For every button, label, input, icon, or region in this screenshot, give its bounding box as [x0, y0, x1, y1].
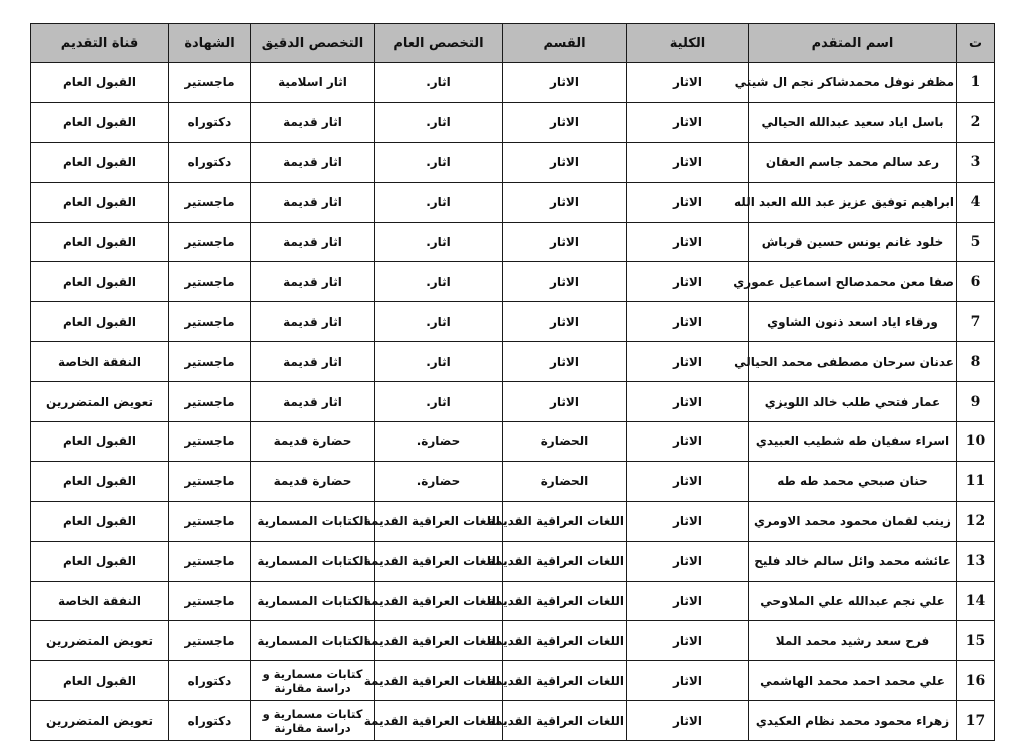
- cell-seq: 15: [957, 621, 995, 661]
- cell-degree: دكتوراه: [169, 701, 251, 741]
- cell-name: حنان صبحي محمد طه طه: [749, 461, 957, 501]
- cell-name: علي نجم عبدالله علي الملاوحي: [749, 581, 957, 621]
- cell-name: صفا معن محمدصالح اسماعيل عموري: [749, 262, 957, 302]
- cell-college: الاثار: [627, 382, 749, 422]
- cell-college: الاثار: [627, 461, 749, 501]
- cell-general: اللغات العراقية القديمة: [375, 581, 503, 621]
- cell-degree: ماجستير: [169, 382, 251, 422]
- cell-name: عدنان سرحان مصطفى محمد الحيالي: [749, 342, 957, 382]
- cell-college: الاثار: [627, 621, 749, 661]
- cell-degree: ماجستير: [169, 621, 251, 661]
- cell-name: اسراء سفيان طه شطيب العبيدي: [749, 422, 957, 462]
- cell-specific: اثار قديمة: [251, 102, 375, 142]
- cell-general: حضارة.: [375, 461, 503, 501]
- cell-degree: ماجستير: [169, 302, 251, 342]
- cell-name: عمار فتحي طلب خالد اللويزي: [749, 382, 957, 422]
- cell-seq: 6: [957, 262, 995, 302]
- table-row: [31, 342, 995, 382]
- table-row: [31, 581, 995, 621]
- cell-degree: دكتوراه: [169, 661, 251, 701]
- cell-college: الاثار: [627, 262, 749, 302]
- cell-general: اللغات العراقية القديمة: [375, 621, 503, 661]
- cell-college: الاثار: [627, 302, 749, 342]
- cell-general: اثار.: [375, 142, 503, 182]
- header-dept: القسم: [503, 24, 627, 63]
- cell-channel: النفقة الخاصة: [31, 581, 169, 621]
- cell-general: اللغات العراقية القديمة: [375, 661, 503, 701]
- cell-college: الاثار: [627, 222, 749, 262]
- cell-seq: 3: [957, 142, 995, 182]
- cell-degree: ماجستير: [169, 422, 251, 462]
- cell-dept: اللغات العراقية القديمة: [503, 661, 627, 701]
- cell-channel: القبول العام: [31, 541, 169, 581]
- table-row: [31, 541, 995, 581]
- cell-name: فرح سعد رشيد محمد الملا: [749, 621, 957, 661]
- cell-seq: 16: [957, 661, 995, 701]
- cell-seq: 10: [957, 422, 995, 462]
- cell-name: ورقاء اياد اسعد ذنون الشاوي: [749, 302, 957, 342]
- cell-channel: القبول العام: [31, 461, 169, 501]
- cell-channel: القبول العام: [31, 222, 169, 262]
- cell-general: اثار.: [375, 222, 503, 262]
- cell-dept: الاثار: [503, 342, 627, 382]
- cell-degree: ماجستير: [169, 581, 251, 621]
- cell-dept: اللغات العراقية القديمة: [503, 581, 627, 621]
- cell-general: اثار.: [375, 302, 503, 342]
- cell-college: الاثار: [627, 541, 749, 581]
- cell-dept: الاثار: [503, 302, 627, 342]
- cell-general: اثار.: [375, 182, 503, 222]
- cell-seq: 8: [957, 342, 995, 382]
- table-row: [31, 422, 995, 462]
- cell-dept: الحضارة: [503, 422, 627, 462]
- cell-name: زهراء محمود محمد نظام العكيدي: [749, 701, 957, 741]
- cell-general: اللغات العراقية القديمة: [375, 701, 503, 741]
- cell-name: زينب لقمان محمود محمد الاومري: [749, 501, 957, 541]
- cell-channel: تعويض المتضررين: [31, 701, 169, 741]
- cell-specific: الكتابات المسمارية: [251, 581, 375, 621]
- cell-dept: الاثار: [503, 262, 627, 302]
- table-row: [31, 302, 995, 342]
- header-college: الكلية: [627, 24, 749, 63]
- cell-name: علي محمد احمد محمد الهاشمي: [749, 661, 957, 701]
- table-row: [31, 262, 995, 302]
- cell-specific: اثار قديمة: [251, 262, 375, 302]
- cell-general: اثار.: [375, 63, 503, 103]
- header-degree: الشهادة: [169, 24, 251, 63]
- cell-degree: ماجستير: [169, 262, 251, 302]
- cell-degree: دكتوراه: [169, 142, 251, 182]
- table-row: [31, 222, 995, 262]
- cell-college: الاثار: [627, 581, 749, 621]
- cell-dept: الاثار: [503, 142, 627, 182]
- cell-dept: اللغات العراقية القديمة: [503, 501, 627, 541]
- cell-specific: الكتابات المسمارية: [251, 621, 375, 661]
- header-seq: ت: [957, 24, 995, 63]
- cell-dept: الاثار: [503, 222, 627, 262]
- cell-general: اثار.: [375, 102, 503, 142]
- cell-specific: الكتابات المسمارية: [251, 541, 375, 581]
- cell-specific: اثار قديمة: [251, 342, 375, 382]
- cell-seq: 5: [957, 222, 995, 262]
- cell-general: اثار.: [375, 382, 503, 422]
- header-channel: قناة التقديم: [31, 24, 169, 63]
- header-specific: التخصص الدقيق: [251, 24, 375, 63]
- cell-seq: 11: [957, 461, 995, 501]
- table-row: [31, 182, 995, 222]
- cell-channel: القبول العام: [31, 661, 169, 701]
- cell-specific: اثار قديمة: [251, 382, 375, 422]
- cell-channel: القبول العام: [31, 501, 169, 541]
- table-row: [31, 142, 995, 182]
- cell-name: رعد سالم محمد جاسم العقان: [749, 142, 957, 182]
- header-name: اسم المتقدم: [749, 24, 957, 63]
- cell-college: الاثار: [627, 102, 749, 142]
- cell-seq: 14: [957, 581, 995, 621]
- cell-channel: القبول العام: [31, 422, 169, 462]
- cell-college: الاثار: [627, 701, 749, 741]
- cell-specific: اثار قديمة: [251, 302, 375, 342]
- cell-specific: اثار قديمة: [251, 222, 375, 262]
- cell-seq: 12: [957, 501, 995, 541]
- cell-seq: 17: [957, 701, 995, 741]
- cell-dept: الاثار: [503, 382, 627, 422]
- cell-dept: الاثار: [503, 63, 627, 103]
- table-row: [31, 461, 995, 501]
- cell-general: اثار.: [375, 262, 503, 302]
- table-row: [31, 382, 995, 422]
- cell-general: اللغات العراقية القديمة: [375, 501, 503, 541]
- cell-specific: حضارة قديمة: [251, 422, 375, 462]
- cell-degree: ماجستير: [169, 182, 251, 222]
- cell-channel: القبول العام: [31, 63, 169, 103]
- table-row: [31, 701, 995, 741]
- cell-specific: اثار اسلامية: [251, 63, 375, 103]
- cell-seq: 1: [957, 63, 995, 103]
- cell-channel: القبول العام: [31, 102, 169, 142]
- cell-seq: 4: [957, 182, 995, 222]
- table-row: [31, 102, 995, 142]
- cell-name: مظفر نوفل محمدشاكر نجم ال شيتي: [749, 63, 957, 103]
- cell-degree: ماجستير: [169, 501, 251, 541]
- applicants-table: [30, 23, 995, 741]
- cell-channel: تعويض المتضررين: [31, 621, 169, 661]
- cell-college: الاثار: [627, 142, 749, 182]
- cell-name: خلود غانم يونس حسين قرباش: [749, 222, 957, 262]
- cell-dept: الاثار: [503, 102, 627, 142]
- cell-dept: الاثار: [503, 182, 627, 222]
- cell-channel: القبول العام: [31, 182, 169, 222]
- cell-degree: ماجستير: [169, 222, 251, 262]
- header-row: [31, 24, 995, 63]
- cell-college: الاثار: [627, 342, 749, 382]
- cell-dept: الحضارة: [503, 461, 627, 501]
- cell-seq: 13: [957, 541, 995, 581]
- cell-specific: كتابات مسمارية و دراسة مقارنة: [251, 701, 375, 741]
- cell-general: حضارة.: [375, 422, 503, 462]
- cell-general: اللغات العراقية القديمة: [375, 541, 503, 581]
- table-row: [31, 501, 995, 541]
- cell-seq: 7: [957, 302, 995, 342]
- cell-college: الاثار: [627, 422, 749, 462]
- cell-channel: النفقة الخاصة: [31, 342, 169, 382]
- cell-channel: تعويض المتضررين: [31, 382, 169, 422]
- cell-seq: 9: [957, 382, 995, 422]
- cell-channel: القبول العام: [31, 302, 169, 342]
- cell-name: ابراهيم توفيق عزيز عبد الله العبد الله: [749, 182, 957, 222]
- cell-degree: ماجستير: [169, 63, 251, 103]
- cell-college: الاثار: [627, 182, 749, 222]
- cell-general: اثار.: [375, 342, 503, 382]
- cell-channel: القبول العام: [31, 262, 169, 302]
- cell-specific: حضارة قديمة: [251, 461, 375, 501]
- cell-degree: ماجستير: [169, 342, 251, 382]
- cell-dept: اللغات العراقية القديمة: [503, 541, 627, 581]
- cell-dept: اللغات العراقية القديمة: [503, 621, 627, 661]
- cell-channel: القبول العام: [31, 142, 169, 182]
- cell-dept: اللغات العراقية القديمة: [503, 701, 627, 741]
- header-general: التخصص العام: [375, 24, 503, 63]
- cell-college: الاثار: [627, 501, 749, 541]
- cell-degree: ماجستير: [169, 541, 251, 581]
- cell-name: عائشه محمد وائل سالم خالد فليح: [749, 541, 957, 581]
- table-row: [31, 621, 995, 661]
- cell-specific: اثار قديمة: [251, 142, 375, 182]
- cell-name: باسل اياد سعيد عبدالله الحيالي: [749, 102, 957, 142]
- cell-college: الاثار: [627, 63, 749, 103]
- cell-seq: 2: [957, 102, 995, 142]
- cell-college: الاثار: [627, 661, 749, 701]
- table-row: [31, 63, 995, 103]
- cell-specific: كتابات مسمارية و دراسة مقارنة: [251, 661, 375, 701]
- cell-degree: ماجستير: [169, 461, 251, 501]
- table-row: [31, 661, 995, 701]
- cell-specific: الكتابات المسمارية: [251, 501, 375, 541]
- cell-specific: اثار قديمة: [251, 182, 375, 222]
- cell-degree: دكتوراه: [169, 102, 251, 142]
